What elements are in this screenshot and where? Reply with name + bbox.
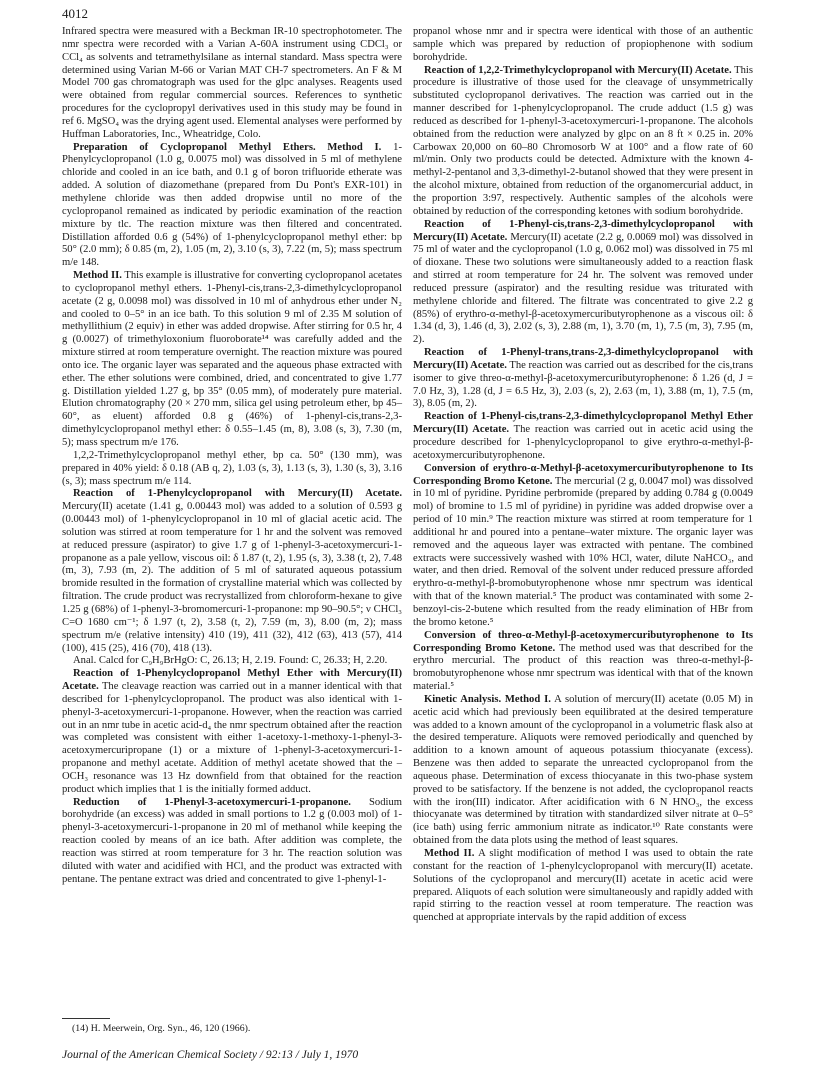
paragraph-text: This example is illustrative for converting cyclopropanol acetates to cyclopropanol methyl ethers. 1-Phenyl-cis,trans-2,3-dimethylcyclopropanol acetate (2 g, 0.0098 mol) was dissolved in 10 ml of anhydrous ether under N₂ and cooled to 0–5° in an ice bath. To this solution 9 ml of 2.35 M solution of methyllithium (2 equiv) in ether was added dropwise. After stirring for 0.5 hr, 4 g (0.0027) of trimethyloxonium fluoroborate¹⁴ was carefully added and the mixture stirred at room temperature overnight. The reaction mixture was poured onto ice. The organic layer was separated and the aqueous phase extracted with ether. The ether solutions were combined, dried, and concentrated to give 1.77 g. Distillation yielded 1.27 g, bp 35° (0.05 mm), of moderately pure material. Elution chromatography (20 × 270 mm, silica gel using petroleum ether, bp 45–60°, as eluent) afforded 0.8 g (46%) of 1-phenyl-cis,trans-2,3-dimethylcyclopropanol methyl ether: δ 0.55–1.45 (m, 8), 3.08 (s, 3), 7.30 (m, 5); mass spectrum m/e 176. [62,270,403,448]
paragraph [413,848,753,925]
journal-footer: Journal of the American Chemical Society / 92:13 / July 1, 1970 [62,1049,359,1061]
section-heading: Reaction of 1,2,2-Trimethylcyclopropanol with Mercury(II) Acetate. [424,64,732,76]
section-heading: Reaction of 1-Phenylcyclopropanol with Mercury(II) Acetate. [73,488,402,500]
paragraph-text: propanol whose nmr and ir spectra were identical with those of an authentic sample which was prepared by reduction of propiophenone with sodium borohydride. [413,26,753,63]
paragraph-text: 1-Phenylcyclopropanol (1.0 g, 0.0075 mol) was dissolved in 5 ml of methylene chloride and cooled in an ice bath, and 0.1 g of boron trifluoride etherate was added. A solution of diazomethane (prepared from Du Pont's EXR-101) in methylene chloride was then added dropwise until no more of the cyclopropanol remained as indicated by periodic examination of the reaction mixture by tlc. The reaction mixture was then filtered and concentrated. Distillation afforded 0.6 g (54%) of 1-phenylcyclopropanol methyl ether: bp 50° (2.0 mm); δ 0.85 (m, 2), 1.05 (m, 2), 3.10 (s, 3), 7.22 (m, 5); mass spectrum m/e 148. [62,141,402,269]
paragraph-text: The reaction was carried out as described for the cis,trans isomer to give threo-α-methyl-β-acetoxymercuributyrophenone: δ 1.26 (d, J = 7.0 Hz, 3), 1.28 (d, J = 6.5 Hz, 3), 2.03 (s, 2), 2.63 (m, 1), 3.88 (m, 1), 7.5 (m, 3), 8.05 (m, 2). [413,359,753,410]
section-heading: Reaction of 1-Phenylcyclopropanol Methyl Ether with Mercury(II) Acetate. [62,668,402,693]
section-heading: Kinetic Analysis. Method I. [424,693,551,705]
paragraph-text: Mercury(II) acetate (1.41 g, 0.00443 mol) was added to a solution of 0.593 g (0.00443 mol) of 1-phenylcyclopropanol in 10 ml of glacial acetic acid. The solution was stirred at room temperature for 1 hr and the solvent was removed at reduced pressure (aspirator) to give 1.7 g of 1-phenyl-3-acetoxymercuri-1-propanone as a pale yellow, viscous oil: δ 1.87 (t, 2), 1.95 (s, 3), 3.38 (t, 2), 7.48 (m, 3), 7.93 (m, 2). The addition of 5 ml of saturated aqueous potassium bromide resulted in the formation of crystalline material which was collected by filtration. The crude product was recrystallized from chloroform-hexane to give 1.25 g (68%) of 1-phenyl-3-bromomercuri-1-propanone: mp 90–90.5°; ν CHCl₃ C=O 1680 cm⁻¹; δ 1.97 (t, 2), 3.58 (t, 2), 7.59 (m, 3), 8.00 (m, 2); mass spectrum m/e (relative intensity) 410 (19), 411 (32), 412 (63), 413 (57), 414 (100), 415 (25), 416 (70), 418 (13). [62,501,402,654]
section-heading: Conversion of threo-α-Methyl-β-acetoxymercuributyrophenone to Its Corresponding Bromo Ketone. [413,629,753,654]
paragraph [413,694,753,848]
paragraph [413,411,753,462]
paragraph-text: The cleavage reaction was carried out in a manner identical with that described for 1-phenylcyclopropanol. The product was also identical with 1-phenyl-3-acetoxymercuri-1-propanone. However, when the reaction was carried out in an nmr tube in acetic acid-d₄ the nmr spectrum obtained after the reaction was completed was consistent with either 1-acetoxy-1-methoxy-1-phenyl-3-acetoxymercuripropane (1) or a mixture of 1-phenyl-3-acetoxymercuri-1-propanone and methyl acetate. Addition of methyl acetate showed that the –OCH₃ resonance was 13 Hz downfield from that obtained for the reaction product which implies that 1 is the initially formed adduct. [62,681,402,795]
paragraph [413,463,753,630]
paragraph-text: The reaction was carried out in acetic acid using the procedure described for 1-phenylcyclopropanol to give erythro-α-methyl-β-acetoxymercuributyrophenone. [413,424,753,461]
footnote: (14) H. Meerwein, Org. Syn., 46, 120 (1966). [72,1023,251,1034]
paragraph [413,219,753,347]
section-heading: Preparation of Cyclopropanol Methyl Ethers. Method I. [73,141,382,153]
section-heading: Reduction of 1-Phenyl-3-acetoxymercuri-1-propanone. [73,796,351,808]
section-heading: Conversion of erythro-α-Methyl-β-acetoxymercuributyrophenone to Its Corresponding Bromo Ketone. [413,462,753,487]
paragraph [62,488,402,655]
paragraph [62,270,402,450]
paragraph-text: 1,2,2-Trimethylcyclopropanol methyl ether, bp ca. 50° (130 mm), was prepared in 40% yield: δ 0.18 (AB q, 2), 1.03 (s, 3), 1.13 (s, 3), 1.30 (s, 3), 3.16 (s, 3); mass spectrum m/e 114. [62,449,402,487]
right-column [413,26,753,925]
paragraph-text: The method used was that described for the erythro mercurial. The product of this reaction was threo-α-methyl-β-bromobutyrophenone whose nmr spectrum was identical with that of the known material.⁵ [413,642,753,693]
paragraph [62,797,402,887]
paragraph-text: A solution of mercury(II) acetate (0.05 M) in acetic acid which had previously been equilibrated at the desired temperature was added to a known amount of the cyclopropanol in a volumetric flask also at the desired temperature. Aliquots were removed periodically and quenched by addition to a known amount of aqueous potassium thiocyanate (excess). Benzene was then added to separate the unreacted cyclopropanol from the aqueous phase. Determination of excess thiocyanate in this two-phase system proved to be satisfactory. If the benzene is not added, the cyclopropanol reacts with the iron(III) indicator. After acidification with 6 N HNO₃, the excess thiocyanate was determined by titration with standardized silver nitrate at 0–5° (ice bath) using ferric ammonium nitrate as indicator.¹⁰ Rate constants were obtained from the data plots using the method of least squares. [413,693,753,847]
paragraph [413,630,753,694]
section-heading: Reaction of 1-Phenyl-trans,trans-2,3-dimethylcyclopropanol with Mercury(II) Acetate. [413,347,753,371]
paragraph [62,142,402,270]
paragraph-text: This procedure is illustrative of those used for the cleavage of unsymmetrically substituted cyclopropanol derivatives. The reaction was carried out in the manner described for 1-phenylcyclopropanol. The crude adduct (1.5 g) was reduced as described for 1-phenyl-3-acetoxymercuri-1-propanone. The alcohols obtained from the reduction were analyzed by glpc on an 8 ft × 0.25 in. 20% Carbowax 20,000 on 60–80 Chromosorb W at 100° and a flow rate of 60 ml/min. Only two products could be detected. Admixture with the known 4-methyl-2-pentanol and 3,3-dimethyl-2-butanol showed that they were present in the alcohol mixture, obtained from reduction of the organomercurial adduct, in the proportion 3:97, respectively. Authentic samples of the alcohols were obtained by reduction of the corresponding ketones with sodium borohydride. [413,64,753,217]
paragraph [62,655,402,668]
section-heading: Method II. [424,848,475,859]
section-heading: Method II. [73,270,122,282]
paragraph [413,26,753,65]
paragraph-text: Sodium borohydride (an excess) was added in small portions to 1.2 g (0.003 mol) of 1-phenyl-3-acetoxymercuri-1-propanone in 20 ml of methanol while keeping the reaction cooled by means of an ice bath. After addition was complete, the reaction was stirred at room temperature for 3 hr. The reaction solution was diluted with water and acidified with HCl, and the product was extracted with pentane. The pentane extract was dried and concentrated to give 1-phenyl-1- [62,796,402,885]
left-column [62,26,402,887]
section-heading: Reaction of 1-Phenyl-cis,trans-2,3-dimethylcyclopropanol with Mercury(II) Acetate. [413,218,753,243]
paragraph [62,668,402,796]
paragraph-text: Infrared spectra were measured with a Beckman IR-10 spectrophotometer. The nmr spectra were recorded with a Varian A-60A instrument using CDCl₃ or CCl₄ as solvents and tetramethylsilane as internal standard. Mass spectra were determined using Varian M-66 or Varian MAT CH-7 spectrometers. An F & M Model 700 gas chromatograph was used for the glpc analyses. Reagents used were obtained from regular commercial sources. References to synthetic procedures for the cyclopropyl derivatives used in this study may be found in ref 6. MgSO₄ was the drying agent used. Elemental analyses were performed by Huffman Laboratories, Inc., Wheatridge, Colo. [62,26,402,140]
paragraph-text: The mercurial (2 g, 0.0047 mol) was dissolved in 10 ml of pyridine. Pyridine perbromide (prepared by adding 0.784 g (0.0049 mol) of bromine to 1.5 ml of pyridine) in pyridine was added dropwise over a period of 10 min.⁹ The reaction mixture was stirred at room temperature for 1 additional hr and poured into a pentane–water mixture. The organic layer was removed and the aqueous layer was extracted with pentane. The combined extracts were successively washed with 10% HCl, water, dilute NaHCO₃, and water, and then dried. Removal of the solvent under reduced pressure afforded erythro-α-methyl-β-bromobutyrophenone whose nmr spectrum was identical with that of the known material.⁵ The product was contaminated with some 2-benzoyl-cis-2-butene which resulted from the ready elimination of HBr from the bromo ketone.⁵ [413,475,753,628]
page-number: 4012 [62,6,88,21]
paragraph-text: A slight modification of method I was used to obtain the rate constant for the reaction of 1-phenylcyclopropanol with mercury(II) acetate. Solutions of the cyclopropanol and mercury(II) acetate in acetic acid were prepared. Aliquots of each solution were simultaneously and rapidly added with rapid stirring to the reaction vessel at room temperature. The reaction was quenched at appropriate intervals by the rapid addition of excess [413,848,753,924]
footnote-rule [62,1018,110,1019]
section-heading: Reaction of 1-Phenyl-cis,trans-2,3-dimethylcyclopropanol Methyl Ether Mercury(II) Acetate. [413,411,753,436]
paragraph [62,26,402,142]
paragraph [413,347,753,411]
paragraph-text: Anal. Calcd for C₉H₉BrHgO: C, 26.13; H, 2.19. Found: C, 26.33; H, 2.20. [73,655,388,667]
paragraph [413,65,753,219]
paragraph-text: Mercury(II) acetate (2.2 g, 0.0069 mol) was dissolved in 75 ml of water and the cyclopropanol (1.0 g, 0.062 mol) was dissolved in 75 ml of dioxane. These two solutions were simultaneously added to a reaction flask and stirred at room temperature for 24 hr. The solvent was removed under reduced pressure (aspirator) and the resulting residue was triturated with methylene chloride and filtered. The filtrate was concentrated to give 2.2 g (85%) of erythro-α-methyl-β-acetoxymercuributyrophenone as a viscous oil: δ 1.34 (d, 3), 1.46 (d, 3), 2.02 (s, 3), 2.88 (m, 1), 3.70 (m, 1), 7.5 (m, 3), 7.95 (m, 2). [413,231,753,346]
paragraph [62,450,402,489]
